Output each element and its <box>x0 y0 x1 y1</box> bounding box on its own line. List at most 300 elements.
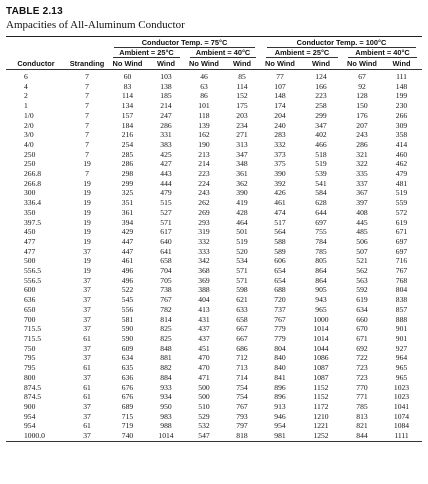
ampacity-cell: 767 <box>236 401 248 411</box>
ampacity-cell: 331 <box>160 130 172 140</box>
ampacity-cell: 571 <box>236 275 248 285</box>
ampacity-cell: 634 <box>356 304 368 314</box>
conductor-cell: 4/0 <box>24 139 34 149</box>
ampacity-cell: 1023 <box>393 392 410 402</box>
ampacity-cell: 654 <box>274 275 286 285</box>
ampacity-cell: 175 <box>236 101 248 111</box>
ampacity-cell: 361 <box>236 169 248 179</box>
ampacity-cell: 517 <box>274 217 286 227</box>
stranding-cell: 37 <box>83 295 91 305</box>
ampacity-cell: 462 <box>395 159 408 169</box>
ampacity-cell: 392 <box>274 178 286 188</box>
stranding-cell: 37 <box>83 372 91 382</box>
ampacity-cell: 913 <box>274 401 286 411</box>
ampacity-cell: 368 <box>198 266 210 276</box>
table-row <box>6 91 422 101</box>
conductor-cell: 800 <box>24 372 36 382</box>
ampacity-cell: 571 <box>236 266 248 276</box>
ampacity-cell: 258 <box>315 101 327 111</box>
conductor-cell: 477 <box>24 236 36 246</box>
ampacity-cell: 1000 <box>313 314 329 324</box>
stranding-cell: 37 <box>83 246 91 256</box>
ampacity-cell: 240 <box>274 120 286 130</box>
ampacity-cell: 545 <box>121 295 134 305</box>
table-title: Ampacities of All-Aluminum Conductor <box>6 19 185 31</box>
table-row <box>6 266 422 276</box>
ampacity-cell: 667 <box>236 333 248 343</box>
ampacity-cell: 466 <box>315 139 327 149</box>
ampacity-cell: 946 <box>274 411 286 421</box>
ampacity-cell: 506 <box>356 236 368 246</box>
ampacity-cell: 686 <box>236 343 248 353</box>
ampacity-cell: 67 <box>358 72 366 81</box>
ampacity-cell: 634 <box>121 353 134 363</box>
ampacity-cell: 589 <box>274 246 286 256</box>
ampacity-cell: 534 <box>236 256 248 266</box>
ampacity-cell: 444 <box>160 178 172 188</box>
ampacity-cell: 85 <box>238 72 246 81</box>
stranding-cell: 19 <box>83 236 91 246</box>
table-row <box>6 421 422 431</box>
ampacity-cell: 771 <box>356 392 368 402</box>
stranding-cell: 19 <box>83 217 91 227</box>
ampacity-cell: 286 <box>356 139 368 149</box>
conductor-cell: 900 <box>24 401 36 411</box>
ampacity-cell: 335 <box>356 169 368 179</box>
ampacity-cell: 1014 <box>313 333 329 343</box>
ampacity-cell: 797 <box>236 421 248 431</box>
ampacity-cell: 541 <box>315 178 327 188</box>
table-row <box>6 198 422 208</box>
stranding-cell: 37 <box>83 304 91 314</box>
ampacity-cell: 425 <box>160 149 172 159</box>
table-row <box>6 256 422 266</box>
ampacity-cell: 83 <box>123 81 132 91</box>
conductor-cell: 795 <box>24 363 36 373</box>
ampacity-cell: 671 <box>356 333 368 343</box>
ampacity-cell: 539 <box>315 169 327 179</box>
ampacity-cell: 559 <box>395 198 408 208</box>
conductor-cell: 1000.0 <box>6 431 66 441</box>
ampacity-cell: 767 <box>274 314 286 324</box>
stranding-cell: 37 <box>83 285 91 295</box>
ampacity-cell: 150 <box>356 101 368 111</box>
ampacity-cell: 464 <box>236 217 248 227</box>
stranding-cell: 19 <box>83 256 91 266</box>
ampacity-cell: 825 <box>160 324 172 334</box>
ampacity-cell: 383 <box>160 139 172 149</box>
ampacity-cell: 101 <box>198 101 210 111</box>
ampacity-cell: 166 <box>315 81 327 91</box>
table-row <box>6 285 422 295</box>
ampacity-cell: 767 <box>160 295 172 305</box>
ampacity-cell: 644 <box>315 207 327 217</box>
ampacity-cell: 419 <box>236 198 248 208</box>
stranding-cell: 7 <box>85 72 89 81</box>
stranding-cell: 61 <box>83 392 91 402</box>
ampacity-cell: 481 <box>395 178 408 188</box>
ampacity-cell: 190 <box>198 139 210 149</box>
ampacity-cell: 86 <box>200 91 208 101</box>
stranding-cell: 37 <box>66 431 108 441</box>
table-row <box>6 305 422 315</box>
ampacity-cell: 943 <box>315 295 327 305</box>
table-row <box>6 412 422 422</box>
ampacity-cell: 214 <box>160 101 172 111</box>
stranding-cell: 61 <box>83 363 91 373</box>
ampacity-cell: 689 <box>121 401 134 411</box>
ampacity-cell: 813 <box>356 411 368 421</box>
ampacity-cell: 485 <box>356 227 368 237</box>
ampacity-cell: 857 <box>395 304 408 314</box>
ampacity-cell: 325 <box>121 188 134 198</box>
ampacity-cell: 804 <box>274 343 286 353</box>
conductor-cell: 556.5 <box>24 266 42 276</box>
conductor-cell: 250 <box>24 159 36 169</box>
ampacity-cell: 461 <box>121 256 134 266</box>
table-row <box>6 431 422 441</box>
ampacity-cell: 496 <box>121 275 134 285</box>
table-row <box>6 179 422 189</box>
stranding-cell: 19 <box>83 207 91 217</box>
ampacity-cell: 174 <box>274 101 286 111</box>
stranding-cell: 7 <box>85 169 89 179</box>
ampacity-cell: 888 <box>395 314 408 324</box>
ampacity-cell: 841 <box>274 372 286 382</box>
ampacity-cell: 390 <box>236 188 248 198</box>
ampacity-cell: 138 <box>160 81 172 91</box>
conductor-cell: 250 <box>24 149 36 159</box>
ampacity-cell: 755 <box>315 227 327 237</box>
table-row <box>6 208 422 218</box>
ampacity-cell: 1111 <box>381 431 422 441</box>
stranding-cell: 19 <box>83 227 91 237</box>
ampacity-cell: 437 <box>198 324 210 334</box>
ampacity-cell: 785 <box>356 401 368 411</box>
ampacity-cell: 933 <box>160 382 172 392</box>
ampacity-cell: 223 <box>198 169 210 179</box>
ampacity-cell: 114 <box>236 81 248 91</box>
ampacity-cell: 881 <box>160 353 172 363</box>
stranding-cell: 19 <box>83 159 91 169</box>
ampacity-cell: 148 <box>274 91 286 101</box>
ampacity-cell: 588 <box>274 236 286 246</box>
conductor-cell: 874.5 <box>24 392 42 402</box>
ampacity-cell: 768 <box>395 275 408 285</box>
ampacity-cell: 705 <box>160 275 172 285</box>
ampacity-cell: 563 <box>356 275 368 285</box>
ampacity-cell: 636 <box>121 372 134 382</box>
column-header-no-wind: No Wind <box>261 58 299 70</box>
table-row <box>6 188 422 198</box>
ampacity-cell: 269 <box>198 207 210 217</box>
ampacity-cell: 286 <box>121 159 134 169</box>
stranding-cell: 7 <box>85 149 89 159</box>
ampacity-cell: 671 <box>395 227 408 237</box>
ampacity-cell: 814 <box>160 314 172 324</box>
ampacity-cell: 738 <box>160 285 172 295</box>
stranding-cell: 7 <box>85 120 89 130</box>
ampacity-cell: 283 <box>274 130 286 140</box>
ampacity-cell: 214 <box>198 159 210 169</box>
ampacity-cell: 532 <box>198 421 210 431</box>
ampacity-cell: 1014 <box>313 324 329 334</box>
ampacity-cell: 704 <box>160 266 172 276</box>
ampacity-cell: 510 <box>198 401 210 411</box>
ampacity-cell: 128 <box>356 91 368 101</box>
ampacity-cell: 309 <box>395 120 408 130</box>
ampacity-cell: 431 <box>198 314 210 324</box>
ampacity-cell: 429 <box>121 227 134 237</box>
ampacity-cell: 722 <box>356 353 368 363</box>
ampacity-cell: 628 <box>315 198 327 208</box>
ampacity-cell: 821 <box>356 421 368 431</box>
conductor-cell: 636 <box>24 295 36 305</box>
ampacity-cell: 394 <box>121 217 134 227</box>
ampacity-cell: 500 <box>198 392 210 402</box>
conductor-cell: 650 <box>24 304 36 314</box>
ampacity-cell: 313 <box>236 139 248 149</box>
ampacity-cell: 981 <box>261 431 299 441</box>
column-header-wind: Wind <box>147 58 185 70</box>
stranding-cell: 37 <box>83 324 91 334</box>
ampacity-cell: 157 <box>121 110 134 120</box>
ampacity-cell: 107 <box>274 81 286 91</box>
table-body <box>6 70 422 442</box>
ampacity-cell: 445 <box>356 217 368 227</box>
ampacity-cell: 844 <box>343 431 381 441</box>
column-header-wind: Wind <box>299 58 343 70</box>
ampacity-cell: 712 <box>236 353 248 363</box>
table-row <box>6 130 422 140</box>
ampacity-cell: 299 <box>121 178 134 188</box>
ampacity-cell: 427 <box>160 159 172 169</box>
ampacity-cell: 983 <box>160 411 172 421</box>
table-row <box>6 111 422 121</box>
ampacity-cell: 619 <box>356 295 368 305</box>
ampacity-cell: 640 <box>160 236 172 246</box>
table-row <box>6 402 422 412</box>
ampacity-cell: 965 <box>315 304 327 314</box>
table-row <box>6 295 422 305</box>
ampacity-cell: 564 <box>274 227 286 237</box>
stranding-cell: 37 <box>83 275 91 285</box>
conductor-cell: 954 <box>24 411 36 421</box>
conductor-cell: 3/0 <box>24 130 34 140</box>
ampacity-cell: 905 <box>315 285 327 295</box>
ampacity-cell: 373 <box>274 149 286 159</box>
ampacity-cell: 1252 <box>299 431 343 441</box>
ampacity-cell: 358 <box>395 130 408 140</box>
ampacity-cell: 243 <box>198 188 210 198</box>
ampacity-cell: 1014 <box>147 431 185 441</box>
table-row <box>6 227 422 237</box>
ampacity-cell: 676 <box>121 382 134 392</box>
ampacity-cell: 500 <box>198 382 210 392</box>
ampacity-cell: 954 <box>274 421 286 431</box>
ampacity-cell: 1172 <box>313 401 329 411</box>
ampacity-cell: 347 <box>236 149 248 159</box>
ampacity-cell: 375 <box>274 159 286 169</box>
ampacity-cell: 203 <box>236 110 248 120</box>
ampacity-cell: 501 <box>236 227 248 237</box>
ampacity-cell: 697 <box>315 217 327 227</box>
ampacity-cell: 592 <box>356 285 368 295</box>
stranding-cell: 19 <box>83 178 91 188</box>
ampacity-cell: 299 <box>315 110 327 120</box>
ampacity-cell: 840 <box>274 363 286 373</box>
ampacity-cell: 737 <box>274 304 286 314</box>
ampacity-cell: 111 <box>396 72 407 81</box>
ampacity-cell: 479 <box>160 188 172 198</box>
ampacity-cell: 934 <box>160 392 172 402</box>
ampacity-cell: 470 <box>198 353 210 363</box>
ampacity-cell: 361 <box>121 207 134 217</box>
ampacity-cell: 286 <box>160 120 172 130</box>
ampacity-cell: 723 <box>356 363 368 373</box>
ampacity-cell: 609 <box>121 343 134 353</box>
ampacity-cell: 719 <box>121 421 134 431</box>
sub-header-ambient-40c-75: Ambient = 40°C <box>190 48 257 58</box>
table-row <box>6 101 422 111</box>
column-header-conductor: Conductor <box>6 58 66 70</box>
table-row <box>6 392 422 402</box>
ampacity-cell: 598 <box>236 285 248 295</box>
conductor-cell: 336.4 <box>24 198 42 208</box>
ampacity-cell: 1152 <box>313 392 329 402</box>
ampacity-cell: 1041 <box>393 401 410 411</box>
ampacity-cell: 404 <box>198 295 210 305</box>
conductor-cell: 715.5 <box>24 324 42 334</box>
ampacity-cell: 658 <box>236 314 248 324</box>
ampacity-cell: 1023 <box>393 382 410 392</box>
sub-header-ambient-25c-75: Ambient = 25°C <box>113 48 181 58</box>
ampacity-cell: 838 <box>395 295 408 305</box>
ampacity-cell: 332 <box>198 236 210 246</box>
sub-header-ambient-40c-100: Ambient = 40°C <box>348 48 418 58</box>
ampacity-cell: 581 <box>121 314 134 324</box>
ampacity-cell: 927 <box>395 343 408 353</box>
stranding-cell: 19 <box>83 188 91 198</box>
ampacity-cell: 901 <box>395 324 408 334</box>
ampacity-cell: 713 <box>236 363 248 373</box>
table-row <box>6 344 422 354</box>
ampacity-cell: 754 <box>236 392 248 402</box>
ampacity-cell: 471 <box>198 372 210 382</box>
ampacity-cell: 740 <box>108 431 147 441</box>
ampacity-table <box>6 37 422 442</box>
ampacity-cell: 804 <box>395 285 408 295</box>
table-row <box>6 373 422 383</box>
stranding-cell: 37 <box>83 401 91 411</box>
ampacity-cell: 413 <box>198 304 210 314</box>
ampacity-cell: 1074 <box>393 411 410 421</box>
ampacity-cell: 1087 <box>313 372 329 382</box>
ampacity-cell: 562 <box>356 266 368 276</box>
conductor-cell: 700 <box>24 314 36 324</box>
conductor-cell: 350 <box>24 207 36 217</box>
ampacity-cell: 216 <box>121 130 134 140</box>
conductor-cell: 500 <box>24 256 36 266</box>
ampacity-cell: 223 <box>315 91 327 101</box>
ampacity-cell: 716 <box>395 256 408 266</box>
ampacity-cell: 507 <box>356 246 368 256</box>
conductor-cell: 556.5 <box>24 275 42 285</box>
ampacity-cell: 658 <box>160 256 172 266</box>
column-header-stranding: Stranding <box>66 58 108 70</box>
ampacity-cell: 243 <box>356 130 368 140</box>
ampacity-cell: 347 <box>315 120 327 130</box>
stranding-cell: 19 <box>83 198 91 208</box>
ampacity-cell: 437 <box>198 333 210 343</box>
ampacity-cell: 369 <box>198 275 210 285</box>
ampacity-cell: 779 <box>274 324 286 334</box>
conductor-cell: 2 <box>24 91 28 101</box>
table-row <box>6 159 422 169</box>
ampacity-cell: 617 <box>160 227 172 237</box>
conductor-cell: 397.5 <box>24 217 42 227</box>
ampacity-cell: 676 <box>121 392 134 402</box>
ampacity-cell: 262 <box>198 198 210 208</box>
table-row <box>6 237 422 247</box>
ampacity-cell: 522 <box>121 285 134 295</box>
ampacity-cell: 988 <box>160 421 172 431</box>
ampacity-cell: 964 <box>395 353 408 363</box>
ampacity-cell: 590 <box>121 324 134 334</box>
ampacity-cell: 660 <box>356 314 368 324</box>
conductor-cell: 477 <box>24 246 36 256</box>
ampacity-cell: 635 <box>121 363 134 373</box>
ampacity-cell: 521 <box>356 256 368 266</box>
column-header-no-wind: No Wind <box>108 58 147 70</box>
ampacity-cell: 519 <box>315 159 327 169</box>
table-row <box>6 334 422 344</box>
conductor-cell: 795 <box>24 353 36 363</box>
ampacity-cell: 199 <box>395 91 408 101</box>
ampacity-cell: 848 <box>160 343 172 353</box>
ampacity-cell: 864 <box>315 275 327 285</box>
ampacity-cell: 114 <box>121 91 134 101</box>
ampacity-cell: 965 <box>395 372 408 382</box>
conductor-cell: 1 <box>24 101 28 111</box>
ampacity-cell: 896 <box>274 382 286 392</box>
conductor-cell: 600 <box>24 285 36 295</box>
ampacity-cell: 496 <box>121 266 134 276</box>
table-row <box>6 383 422 393</box>
ampacity-cell: 204 <box>274 110 286 120</box>
ampacity-cell: 779 <box>274 333 286 343</box>
ampacity-cell: 770 <box>356 382 368 392</box>
ampacity-cell: 230 <box>395 101 408 111</box>
ampacity-cell: 447 <box>121 236 134 246</box>
ampacity-cell: 46 <box>200 72 208 81</box>
ampacity-cell: 621 <box>236 295 248 305</box>
ampacity-cell: 519 <box>395 188 408 198</box>
ampacity-cell: 515 <box>160 198 172 208</box>
ampacity-cell: 519 <box>236 236 248 246</box>
ampacity-cell: 247 <box>160 110 172 120</box>
ampacity-cell: 63 <box>200 81 208 91</box>
ampacity-cell: 754 <box>236 382 248 392</box>
ampacity-cell: 460 <box>395 149 408 159</box>
column-header-no-wind: No Wind <box>343 58 381 70</box>
ampacity-cell: 572 <box>395 207 408 217</box>
ampacity-cell: 571 <box>160 217 172 227</box>
ampacity-cell: 527 <box>160 207 172 217</box>
ampacity-cell: 293 <box>198 217 210 227</box>
ampacity-cell: 402 <box>315 130 327 140</box>
ampacity-cell: 348 <box>236 159 248 169</box>
